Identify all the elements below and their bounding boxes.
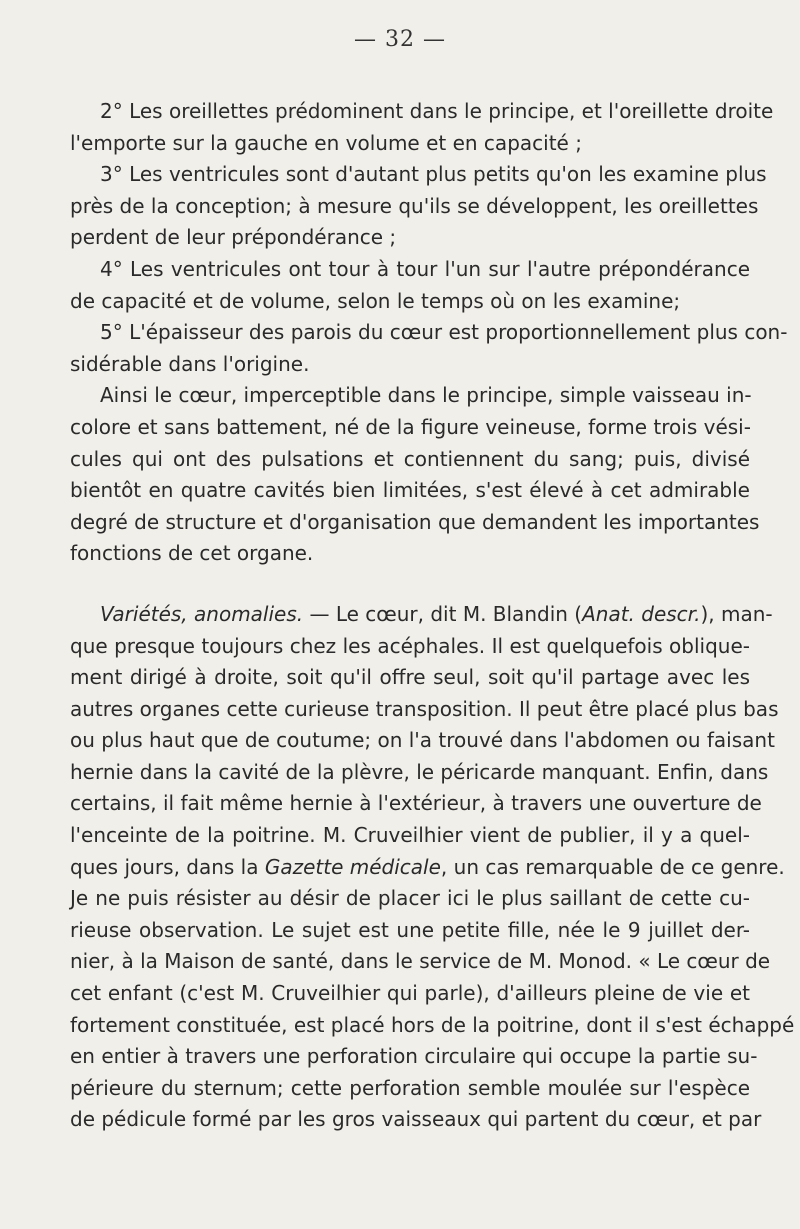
text-line: bientôt en quatre cavités bien limitées, s'est élevé à cet admirable: [70, 478, 750, 503]
text-line: [70, 599, 773, 631]
text-line: [70, 852, 785, 884]
page-body: [70, 96, 795, 1136]
text-line: que presque toujours chez les acéphales. Il est quelquefois oblique-: [70, 633, 750, 658]
page-number-header: — 32 —: [354, 27, 446, 52]
text-run: ques jours, dans la: [70, 854, 265, 879]
paragraph-item-4: [70, 254, 750, 317]
text-line: degré de structure et d'organisation que demandent les importantes: [70, 509, 760, 534]
text-line: 4° Les ventricules ont tour à tour l'un sur l'autre prépondérance: [100, 256, 750, 281]
reference-title: Anat. descr.: [582, 601, 701, 626]
paragraph-varietes-anomalies: [70, 599, 795, 1136]
text-line: fonctions de cet organe.: [70, 541, 314, 566]
text-line: 2° Les oreillettes prédominent dans le principe, et l'oreillette droite: [100, 99, 774, 123]
text-run: , un cas remarquable de ce genre.: [440, 854, 785, 879]
text-line: Ainsi le cœur, imperceptible dans le principe, simple vaisseau in-: [100, 383, 752, 408]
text-line: de capacité et de volume, selon le temps où on les examine;: [70, 288, 681, 313]
text-line: 5° L'épaisseur des parois du cœur est proportionnellement plus con-: [100, 320, 788, 345]
paragraph-item-5: [70, 317, 788, 380]
text-line: l'emporte sur la gauche en volume et en capacité ;: [70, 130, 582, 155]
text-line: ment dirigé à droite, soit qu'il offre seul, soit qu'il partage avec les: [70, 665, 750, 690]
paragraph-spacer: [70, 570, 750, 599]
text-line: l'enceinte de la poitrine. M. Cruveilhier vient de publier, il y a quel-: [70, 823, 750, 848]
text-run: ), man-: [700, 601, 773, 626]
text-line: sidérable dans l'origine.: [70, 351, 310, 376]
text-line: en entier à travers une perforation circulaire qui occupe la partie su-: [70, 1044, 758, 1069]
text-line: fortement constituée, est placé hors de la poitrine, dont il s'est échappé: [70, 1012, 795, 1037]
text-line: Je ne puis résister au désir de placer ici le plus saillant de cette cu-: [70, 886, 750, 911]
text-run: — Le cœur, dit M. Blandin (: [303, 601, 583, 626]
text-line: colore et sans battement, né de la figure veineuse, forme trois vési-: [70, 414, 751, 439]
paragraph-summary: [70, 380, 760, 570]
text-line: autres organes cette curieuse transposition. Il peut être placé plus bas: [70, 696, 779, 721]
text-line: près de la conception; à mesure qu'ils se développent, les oreillettes: [70, 193, 759, 218]
text-line: hernie dans la cavité de la plèvre, le péricarde manquant. Enfin, dans: [70, 759, 769, 784]
text-line: certains, il fait même hernie à l'extérieur, à travers une ouverture de: [70, 791, 762, 816]
text-line: de pédicule formé par les gros vaisseaux qui partent du cœur, et par: [70, 1107, 762, 1132]
text-line: périeure du sternum; cette perforation semble moulée sur l'espèce: [70, 1075, 750, 1100]
text-line: ou plus haut que de coutume; on l'a trouvé dans l'abdomen ou faisant: [70, 728, 775, 753]
text-line: 3° Les ventricules sont d'autant plus petits qu'on les examine plus: [100, 162, 767, 187]
text-line: cules qui ont des pulsations et contiennent du sang; puis, divisé: [70, 446, 750, 471]
text-line: nier, à la Maison de santé, dans le service de M. Monod. « Le cœur de: [70, 949, 771, 974]
text-line: perdent de leur prépondérance ;: [70, 225, 397, 250]
paragraph-item-2: [70, 96, 774, 159]
paragraph-item-3: [70, 159, 767, 254]
text-line: rieuse observation. Le sujet est une petite fille, née le 9 juillet der-: [70, 917, 750, 942]
section-title: Variétés, anomalies.: [100, 601, 304, 626]
text-line: cet enfant (c'est M. Cruveilhier qui parle), d'ailleurs pleine de vie et: [70, 981, 750, 1006]
journal-title: Gazette médicale: [264, 854, 441, 879]
